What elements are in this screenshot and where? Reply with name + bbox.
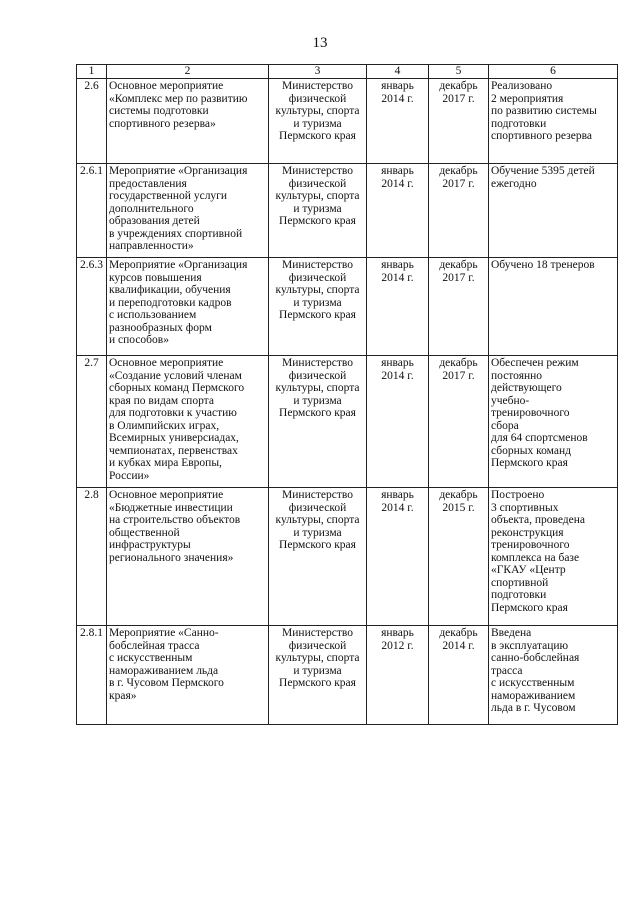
row-number-cell: 2.6.3 [77, 258, 107, 356]
cell-line: чемпионатах, первенствах [109, 444, 238, 457]
cell-line: физической [288, 92, 347, 105]
cell-line: курсов повышения [109, 271, 202, 284]
cell-line: сбора [491, 419, 519, 432]
result-cell [489, 79, 618, 164]
cell-line: 2017 г. [442, 92, 475, 105]
cell-line: 2014 г. [381, 501, 414, 514]
cell-line: Обучено 18 тренеров [491, 259, 595, 271]
cell-line: «ГКАУ «Центр [491, 564, 566, 576]
column-header: 5 [429, 65, 489, 79]
cell-line: и туризма [293, 117, 342, 130]
cell-line: Всемирных универсиадах, [109, 432, 239, 444]
cell-line: дополнительного [109, 202, 194, 215]
cell-line: 2012 г. [381, 639, 414, 652]
cell-line: культуры, спорта [275, 190, 360, 202]
cell-line: 2014 г. [381, 177, 414, 190]
cell-line: Построено [491, 489, 545, 501]
executor-cell [269, 356, 367, 488]
cell-line: Мероприятие «Организация [109, 165, 248, 177]
page-number: 13 [312, 35, 328, 51]
cell-line: Пермского края [279, 677, 356, 689]
cell-line: по развитию системы [491, 105, 597, 117]
cell-line: Введена [491, 627, 532, 639]
executor-cell [269, 488, 367, 626]
cell-line: действующего [491, 382, 562, 394]
cell-line: намораживанием льда [109, 664, 219, 677]
cell-line: Основное мероприятие [109, 80, 224, 92]
cell-line: культуры, спорта [275, 105, 360, 117]
cell-line: предоставления [109, 177, 187, 190]
end-date-cell [429, 488, 489, 626]
end-date-cell [429, 258, 489, 356]
cell-line: и переподготовки кадров [109, 296, 232, 309]
cell-line: сборных команд Пермского [109, 382, 245, 394]
activity-name-cell [107, 164, 269, 258]
cell-line: Обеспечен режим [491, 357, 579, 369]
result-cell [489, 164, 618, 258]
result-cell [489, 488, 618, 626]
executor-cell [269, 258, 367, 356]
row-number-cell: 2.8.1 [77, 626, 107, 725]
cell-line: и туризма [293, 664, 342, 677]
cell-line: Пермского края [279, 215, 356, 227]
cell-line: декабрь [439, 489, 478, 501]
cell-line: намораживанием [491, 689, 576, 702]
cell-line: Основное мероприятие [109, 489, 224, 501]
cell-line: края по видам спорта [109, 394, 214, 407]
cell-line: декабрь [439, 627, 478, 639]
cell-line: спортивного резерва [491, 130, 592, 142]
cell-line: культуры, спорта [275, 652, 360, 664]
cell-line: физической [288, 501, 347, 514]
activity-name-cell [107, 626, 269, 725]
cell-line: квалификации, обучения [109, 284, 231, 296]
cell-line: спортивной [491, 576, 549, 589]
cell-line: и туризма [293, 394, 342, 407]
cell-line: ежегодно [491, 177, 537, 190]
cell-line: декабрь [439, 259, 478, 271]
cell-line: бобслейная трасса [109, 639, 200, 652]
cell-line: регионального значения» [109, 551, 234, 564]
cell-line: 2015 г. [442, 501, 475, 514]
column-header: 4 [367, 65, 429, 79]
cell-line: Пермского края [491, 457, 568, 469]
cell-line: общественной [109, 526, 180, 539]
cell-line: Пермского края [279, 407, 356, 419]
start-date-cell [367, 356, 429, 488]
executor-cell [269, 626, 367, 725]
cell-line: в эксплуатацию [491, 639, 569, 652]
cell-line: инфраструктуры [109, 539, 191, 551]
table-row [77, 626, 618, 725]
row-number-cell: 2.6.1 [77, 164, 107, 258]
cell-line: 2017 г. [442, 177, 475, 190]
cell-line: физической [288, 639, 347, 652]
cell-line: спортивного резерва» [109, 117, 216, 130]
cell-line: учебно- [491, 394, 530, 407]
cell-line: системы подготовки [109, 105, 209, 117]
table-row [77, 79, 618, 164]
cell-line: Министерство [282, 627, 353, 639]
cell-line: образования детей [109, 215, 200, 227]
start-date-cell [367, 258, 429, 356]
cell-line: 3 спортивных [491, 501, 559, 514]
cell-line: 2014 г. [381, 92, 414, 105]
cell-line: «Создание условий членам [109, 369, 242, 382]
cell-line: Министерство [282, 165, 353, 177]
cell-line: декабрь [439, 80, 478, 92]
executor-cell [269, 164, 367, 258]
cell-line: постоянно [491, 369, 543, 382]
result-cell [489, 258, 618, 356]
cell-line: Пермского края [491, 601, 568, 614]
cell-line: на строительство объектов [109, 514, 241, 526]
cell-line: декабрь [439, 165, 478, 177]
cell-line: сборных команд [491, 444, 571, 457]
cell-line: Министерство [282, 357, 353, 369]
column-header: 1 [77, 65, 107, 79]
start-date-cell [367, 79, 429, 164]
cell-line: январь [381, 627, 414, 639]
cell-line: январь [381, 489, 414, 501]
column-header: 2 [107, 65, 269, 79]
cell-line: с искусственным [491, 677, 575, 689]
cell-line: Мероприятие «Санно- [109, 627, 219, 639]
activity-name-cell [107, 356, 269, 488]
cell-line: и туризма [293, 202, 342, 215]
executor-cell [269, 79, 367, 164]
cell-line: комплекса на базе [491, 551, 580, 564]
cell-line: для подготовки к участию [109, 407, 237, 419]
cell-line: с искусственным [109, 652, 193, 664]
cell-line: подготовки [491, 589, 547, 601]
cell-line: 2014 г. [442, 639, 475, 652]
end-date-cell [429, 626, 489, 725]
cell-line: и туризма [293, 296, 342, 309]
cell-line: 2014 г. [381, 369, 414, 382]
cell-line: январь [381, 80, 414, 92]
cell-line: культуры, спорта [275, 514, 360, 526]
cell-line: декабрь [439, 357, 478, 369]
cell-line: физической [288, 271, 347, 284]
cell-line: разнообразных форм [109, 321, 212, 334]
cell-line: январь [381, 165, 414, 177]
cell-line: трасса [491, 664, 523, 677]
row-number-cell: 2.6 [77, 79, 107, 164]
cell-line: Пермского края [279, 130, 356, 142]
table-body [77, 79, 618, 725]
cell-line: государственной услуги [109, 190, 228, 202]
cell-line: с использованием [109, 309, 197, 321]
cell-line: и кубках мира Европы, [109, 457, 222, 469]
table-row [77, 488, 618, 626]
cell-line: Мероприятие «Организация [109, 259, 248, 271]
cell-line: Пермского края [279, 309, 356, 321]
column-header: 6 [489, 65, 618, 79]
cell-line: и туризма [293, 526, 342, 539]
cell-line: тренировочного [491, 407, 570, 419]
result-cell [489, 356, 618, 488]
cell-line: России» [109, 469, 150, 482]
header-row [77, 65, 618, 79]
program-table [76, 64, 618, 725]
cell-line: реконструкция [491, 526, 564, 539]
start-date-cell [367, 626, 429, 725]
cell-line: и способов» [109, 334, 169, 346]
result-cell [489, 626, 618, 725]
activity-name-cell [107, 79, 269, 164]
cell-line: 2 мероприятия [491, 92, 564, 105]
start-date-cell [367, 488, 429, 626]
cell-line: края» [109, 689, 137, 702]
cell-line: Реализовано [491, 80, 553, 92]
cell-line: физической [288, 369, 347, 382]
cell-line: культуры, спорта [275, 284, 360, 296]
cell-line: январь [381, 357, 414, 369]
table-row [77, 258, 618, 356]
end-date-cell [429, 79, 489, 164]
cell-line: физической [288, 177, 347, 190]
cell-line: 2017 г. [442, 369, 475, 382]
activity-name-cell [107, 488, 269, 626]
cell-line: тренировочного [491, 539, 570, 551]
cell-line: «Бюджетные инвестиции [109, 501, 233, 514]
column-header: 3 [269, 65, 367, 79]
cell-line: в учреждениях спортивной [109, 227, 243, 240]
row-number-cell: 2.8 [77, 488, 107, 626]
cell-line: культуры, спорта [275, 382, 360, 394]
cell-line: Основное мероприятие [109, 357, 224, 369]
cell-line: Пермского края [279, 539, 356, 551]
cell-line: «Комплекс мер по развитию [109, 92, 248, 105]
cell-line: направленности» [109, 240, 194, 252]
row-number-cell: 2.7 [77, 356, 107, 488]
cell-line: 2014 г. [381, 271, 414, 284]
start-date-cell [367, 164, 429, 258]
cell-line: объекта, проведена [491, 514, 586, 526]
cell-line: январь [381, 259, 414, 271]
activity-name-cell [107, 258, 269, 356]
cell-line: санно-бобслейная [491, 652, 580, 664]
cell-line: 2017 г. [442, 271, 475, 284]
cell-line: в г. Чусовом Пермского [109, 677, 224, 689]
cell-line: подготовки [491, 117, 547, 130]
cell-line: Министерство [282, 489, 353, 501]
table-row [77, 164, 618, 258]
table-row [77, 356, 618, 488]
cell-line: льда в г. Чусовом [491, 702, 576, 714]
cell-line: Министерство [282, 80, 353, 92]
cell-line: Министерство [282, 259, 353, 271]
end-date-cell [429, 356, 489, 488]
cell-line: в Олимпийских играх, [109, 419, 220, 432]
cell-line: Обучение 5395 детей [491, 165, 595, 177]
end-date-cell [429, 164, 489, 258]
cell-line: для 64 спортсменов [491, 432, 588, 444]
